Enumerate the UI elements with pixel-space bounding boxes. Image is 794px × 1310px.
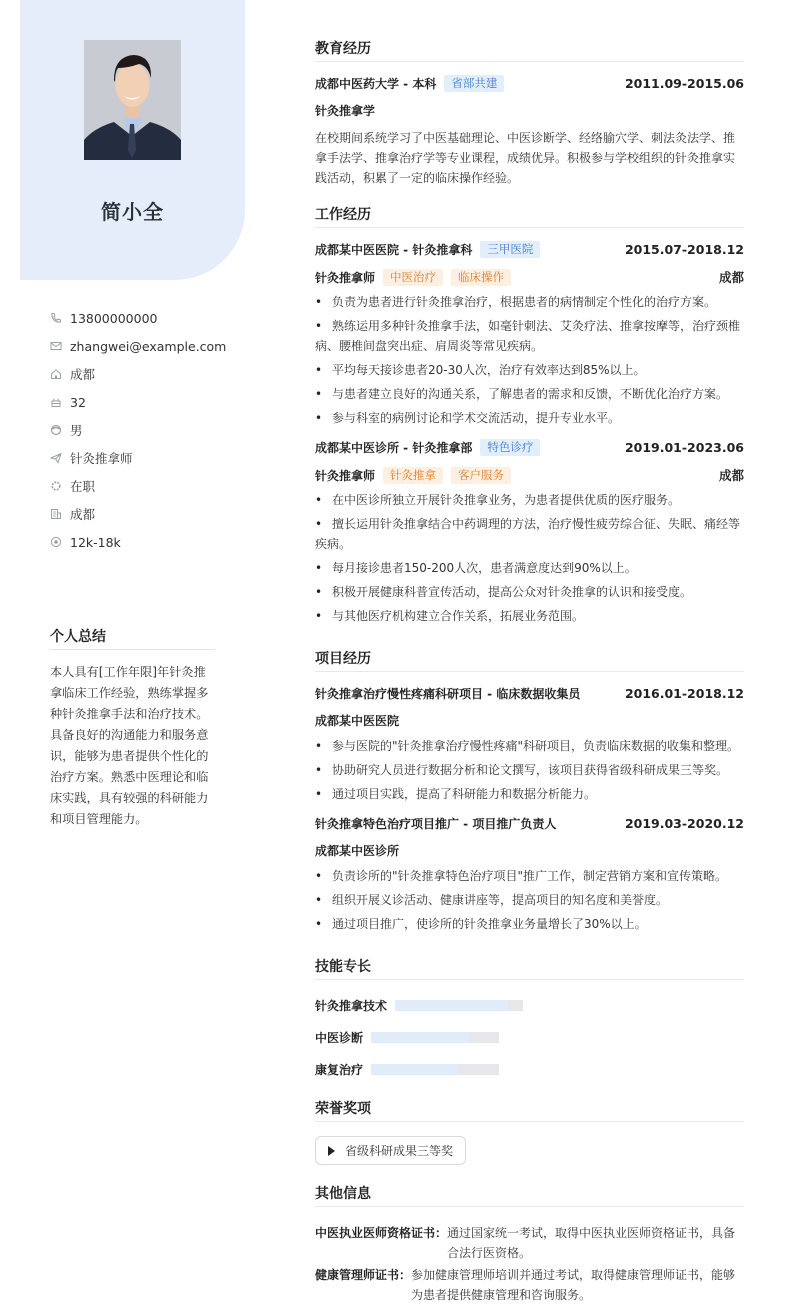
summary-text: 本人具有[工作年限]年针灸推拿临床工作经验，熟练掌握多种针灸推拿手法和治疗技术。具备良好的沟通能力和服务意识，能够为患者提供个性化的治疗方案。熟悉中医理论和临床实践，具有较强的科研能力和项目管理能力。 bbox=[50, 665, 209, 826]
company-tag: 三甲医院 bbox=[480, 241, 540, 258]
school-name: 成都中医药大学 - 本科 bbox=[315, 76, 437, 91]
skill-item bbox=[315, 1058, 536, 1080]
skill-item bbox=[315, 994, 536, 1016]
contact-value: zhangwei@example.com bbox=[70, 338, 227, 354]
awards-section bbox=[315, 1098, 744, 1165]
contact-value: 32 bbox=[70, 394, 86, 410]
projects-section bbox=[315, 648, 744, 934]
summary-title: 个人总结 bbox=[50, 626, 215, 650]
school-tag: 省部共建 bbox=[444, 75, 504, 92]
sidebar bbox=[0, 0, 260, 1310]
status-icon bbox=[50, 480, 62, 492]
contact-email bbox=[50, 332, 250, 360]
major: 针灸推拿学 bbox=[315, 104, 376, 118]
cert-name: 健康管理师证书： bbox=[315, 1268, 412, 1282]
role-tag: 客户服务 bbox=[451, 467, 511, 484]
skill-name: 康复治疗 bbox=[315, 1062, 364, 1077]
caret-right-icon bbox=[328, 1146, 335, 1156]
list-item: • 负责为患者进行针灸推拿治疗，根据患者的病情制定个性化的治疗方案。 bbox=[315, 292, 744, 312]
education-period: 2011.09-2015.06 bbox=[624, 75, 744, 91]
personal-summary bbox=[50, 626, 215, 830]
section-title: 其他信息 bbox=[315, 1183, 744, 1207]
contact-salary bbox=[50, 528, 250, 556]
contact-gender bbox=[50, 416, 250, 444]
home-icon bbox=[50, 368, 62, 380]
contact-value: 13800000000 bbox=[70, 310, 158, 326]
skill-bar-fill bbox=[371, 1064, 458, 1075]
salary-icon bbox=[50, 536, 62, 548]
contact-value: 成都 bbox=[70, 507, 96, 522]
avatar-photo bbox=[84, 40, 181, 160]
list-item: • 在中医诊所独立开展针灸推拿业务，为患者提供优质的医疗服务。 bbox=[315, 490, 744, 510]
contact-value: 在职 bbox=[70, 479, 96, 494]
list-item: • 熟练运用多种针灸推拿手法，如毫针刺法、艾灸疗法、推拿按摩等，治疗颈椎病、腰椎间盘突出症、肩周炎等常见疾病。 bbox=[315, 316, 744, 356]
education-section bbox=[315, 38, 744, 188]
list-item: • 参与科室的病例讨论和学术交流活动，提升专业水平。 bbox=[315, 408, 744, 428]
skill-bar bbox=[395, 1000, 523, 1011]
project-name: 针灸推拿特色治疗项目推广 - 项目推广负责人 bbox=[315, 816, 557, 831]
list-item: • 参与医院的"针灸推拿治疗慢性疼痛"科研项目，负责临床数据的收集和整理。 bbox=[315, 736, 744, 756]
project-entry bbox=[315, 812, 744, 934]
award-toggle-button[interactable] bbox=[315, 1136, 466, 1165]
skill-name: 中医诊断 bbox=[315, 1030, 364, 1045]
list-item: • 与患者建立良好的沟通关系，了解患者的需求和反馈，不断优化治疗方案。 bbox=[315, 384, 744, 404]
list-item: • 通过项目推广，使诊所的针灸推拿业务量增长了30%以上。 bbox=[315, 914, 744, 934]
main-content bbox=[315, 38, 744, 1310]
work-section bbox=[315, 204, 744, 626]
skill-item bbox=[315, 1026, 536, 1048]
skill-bar bbox=[371, 1032, 499, 1043]
contact-value: 男 bbox=[70, 423, 83, 438]
contact-city bbox=[50, 500, 250, 528]
mail-icon bbox=[50, 340, 62, 352]
contact-status bbox=[50, 472, 250, 500]
list-item: • 积极开展健康科普宣传活动，提高公众对针灸推拿的认识和接受度。 bbox=[315, 582, 744, 602]
project-org: 成都某中医医院 bbox=[315, 714, 400, 728]
project-period: 2016.01-2018.12 bbox=[624, 685, 744, 701]
job-bullets bbox=[315, 292, 744, 428]
cert-desc: 通过国家统一考试，取得中医执业医师资格证书，具备合法行医资格。 bbox=[447, 1226, 736, 1260]
contact-age bbox=[50, 388, 250, 416]
project-entry bbox=[315, 682, 744, 804]
job-bullets bbox=[315, 490, 744, 626]
list-item: • 每月接诊患者150-200人次，患者满意度达到90%以上。 bbox=[315, 558, 744, 578]
skill-bar-fill bbox=[395, 1000, 508, 1011]
skill-bar-fill bbox=[371, 1032, 470, 1043]
list-item: • 擅长运用针灸推拿结合中药调理的方法，治疗慢性疲劳综合征、失眠、痛经等疾病。 bbox=[315, 514, 744, 554]
role-tag: 中医治疗 bbox=[383, 269, 443, 286]
project-org: 成都某中医诊所 bbox=[315, 844, 400, 858]
education-description: 在校期间系统学习了中医基础理论、中医诊断学、经络腧穴学、刺法灸法学、推拿手法学、推拿治疗学等专业课程，成绩优异。积极参与学校组织的针灸推拿实践活动，积累了一定的临床操作经验。 bbox=[315, 131, 736, 185]
section-title: 工作经历 bbox=[315, 204, 744, 228]
contact-value: 针灸推拿师 bbox=[70, 451, 133, 466]
candidate-name: 简小全 bbox=[101, 200, 164, 224]
contact-phone bbox=[50, 304, 250, 332]
job-entry bbox=[315, 238, 744, 428]
list-item: • 组织开展义诊活动、健康讲座等，提高项目的知名度和美誉度。 bbox=[315, 890, 744, 910]
list-item: • 通过项目实践，提高了科研能力和数据分析能力。 bbox=[315, 784, 744, 804]
contact-list bbox=[50, 304, 250, 556]
contact-location bbox=[50, 360, 250, 388]
gender-icon bbox=[50, 424, 62, 436]
job-entry bbox=[315, 436, 744, 626]
company-tag: 特色诊疗 bbox=[480, 439, 540, 456]
cert-desc: 参加健康管理师培训并通过考试，取得健康管理师证书，能够为患者提供健康管理和咨询服务。 bbox=[411, 1268, 736, 1302]
skill-name: 针灸推拿技术 bbox=[315, 998, 388, 1013]
contact-position bbox=[50, 444, 250, 472]
list-item: • 协助研究人员进行数据分析和论文撰写，该项目获得省级科研成果三等奖。 bbox=[315, 760, 744, 780]
list-item: • 与其他医疗机构建立合作关系，拓展业务范围。 bbox=[315, 606, 744, 626]
list-item: • 负责诊所的"针灸推拿特色治疗项目"推广工作，制定营销方案和宣传策略。 bbox=[315, 866, 744, 886]
job-role: 针灸推拿师 bbox=[315, 270, 376, 285]
job-role: 针灸推拿师 bbox=[315, 468, 376, 483]
phone-icon bbox=[50, 312, 62, 324]
company-name: 成都某中医医院 - 针灸推拿科 bbox=[315, 242, 473, 257]
cake-icon bbox=[50, 396, 62, 408]
project-period: 2019.03-2020.12 bbox=[624, 815, 744, 831]
contact-value: 成都 bbox=[70, 367, 96, 382]
role-tag: 针灸推拿 bbox=[383, 467, 443, 484]
other-section bbox=[315, 1183, 744, 1305]
cert-item bbox=[315, 1265, 744, 1305]
skill-bar bbox=[371, 1064, 499, 1075]
company-name: 成都某中医诊所 - 针灸推拿部 bbox=[315, 440, 473, 455]
list-item: • 平均每天接诊患者20-30人次，治疗有效率达到85%以上。 bbox=[315, 360, 744, 380]
job-period: 2015.07-2018.12 bbox=[624, 241, 744, 257]
section-title: 荣誉奖项 bbox=[315, 1098, 744, 1122]
project-bullets bbox=[315, 866, 744, 934]
project-bullets bbox=[315, 736, 744, 804]
section-title: 项目经历 bbox=[315, 648, 744, 672]
section-title: 教育经历 bbox=[315, 38, 744, 62]
contact-value: 12k-18k bbox=[70, 534, 121, 550]
send-icon bbox=[50, 452, 62, 464]
role-tag: 临床操作 bbox=[451, 269, 511, 286]
cert-item bbox=[315, 1223, 744, 1263]
job-city: 成都 bbox=[718, 468, 744, 483]
skills-section bbox=[315, 956, 744, 1080]
job-period: 2019.01-2023.06 bbox=[624, 439, 744, 455]
cert-name: 中医执业医师资格证书： bbox=[315, 1226, 448, 1240]
award-label: 省级科研成果三等奖 bbox=[345, 1144, 454, 1158]
section-title: 技能专长 bbox=[315, 956, 744, 980]
project-name: 针灸推拿治疗慢性疼痛科研项目 - 临床数据收集员 bbox=[315, 686, 581, 701]
profile-card bbox=[20, 0, 245, 280]
building-icon bbox=[50, 508, 62, 520]
job-city: 成都 bbox=[718, 270, 744, 285]
